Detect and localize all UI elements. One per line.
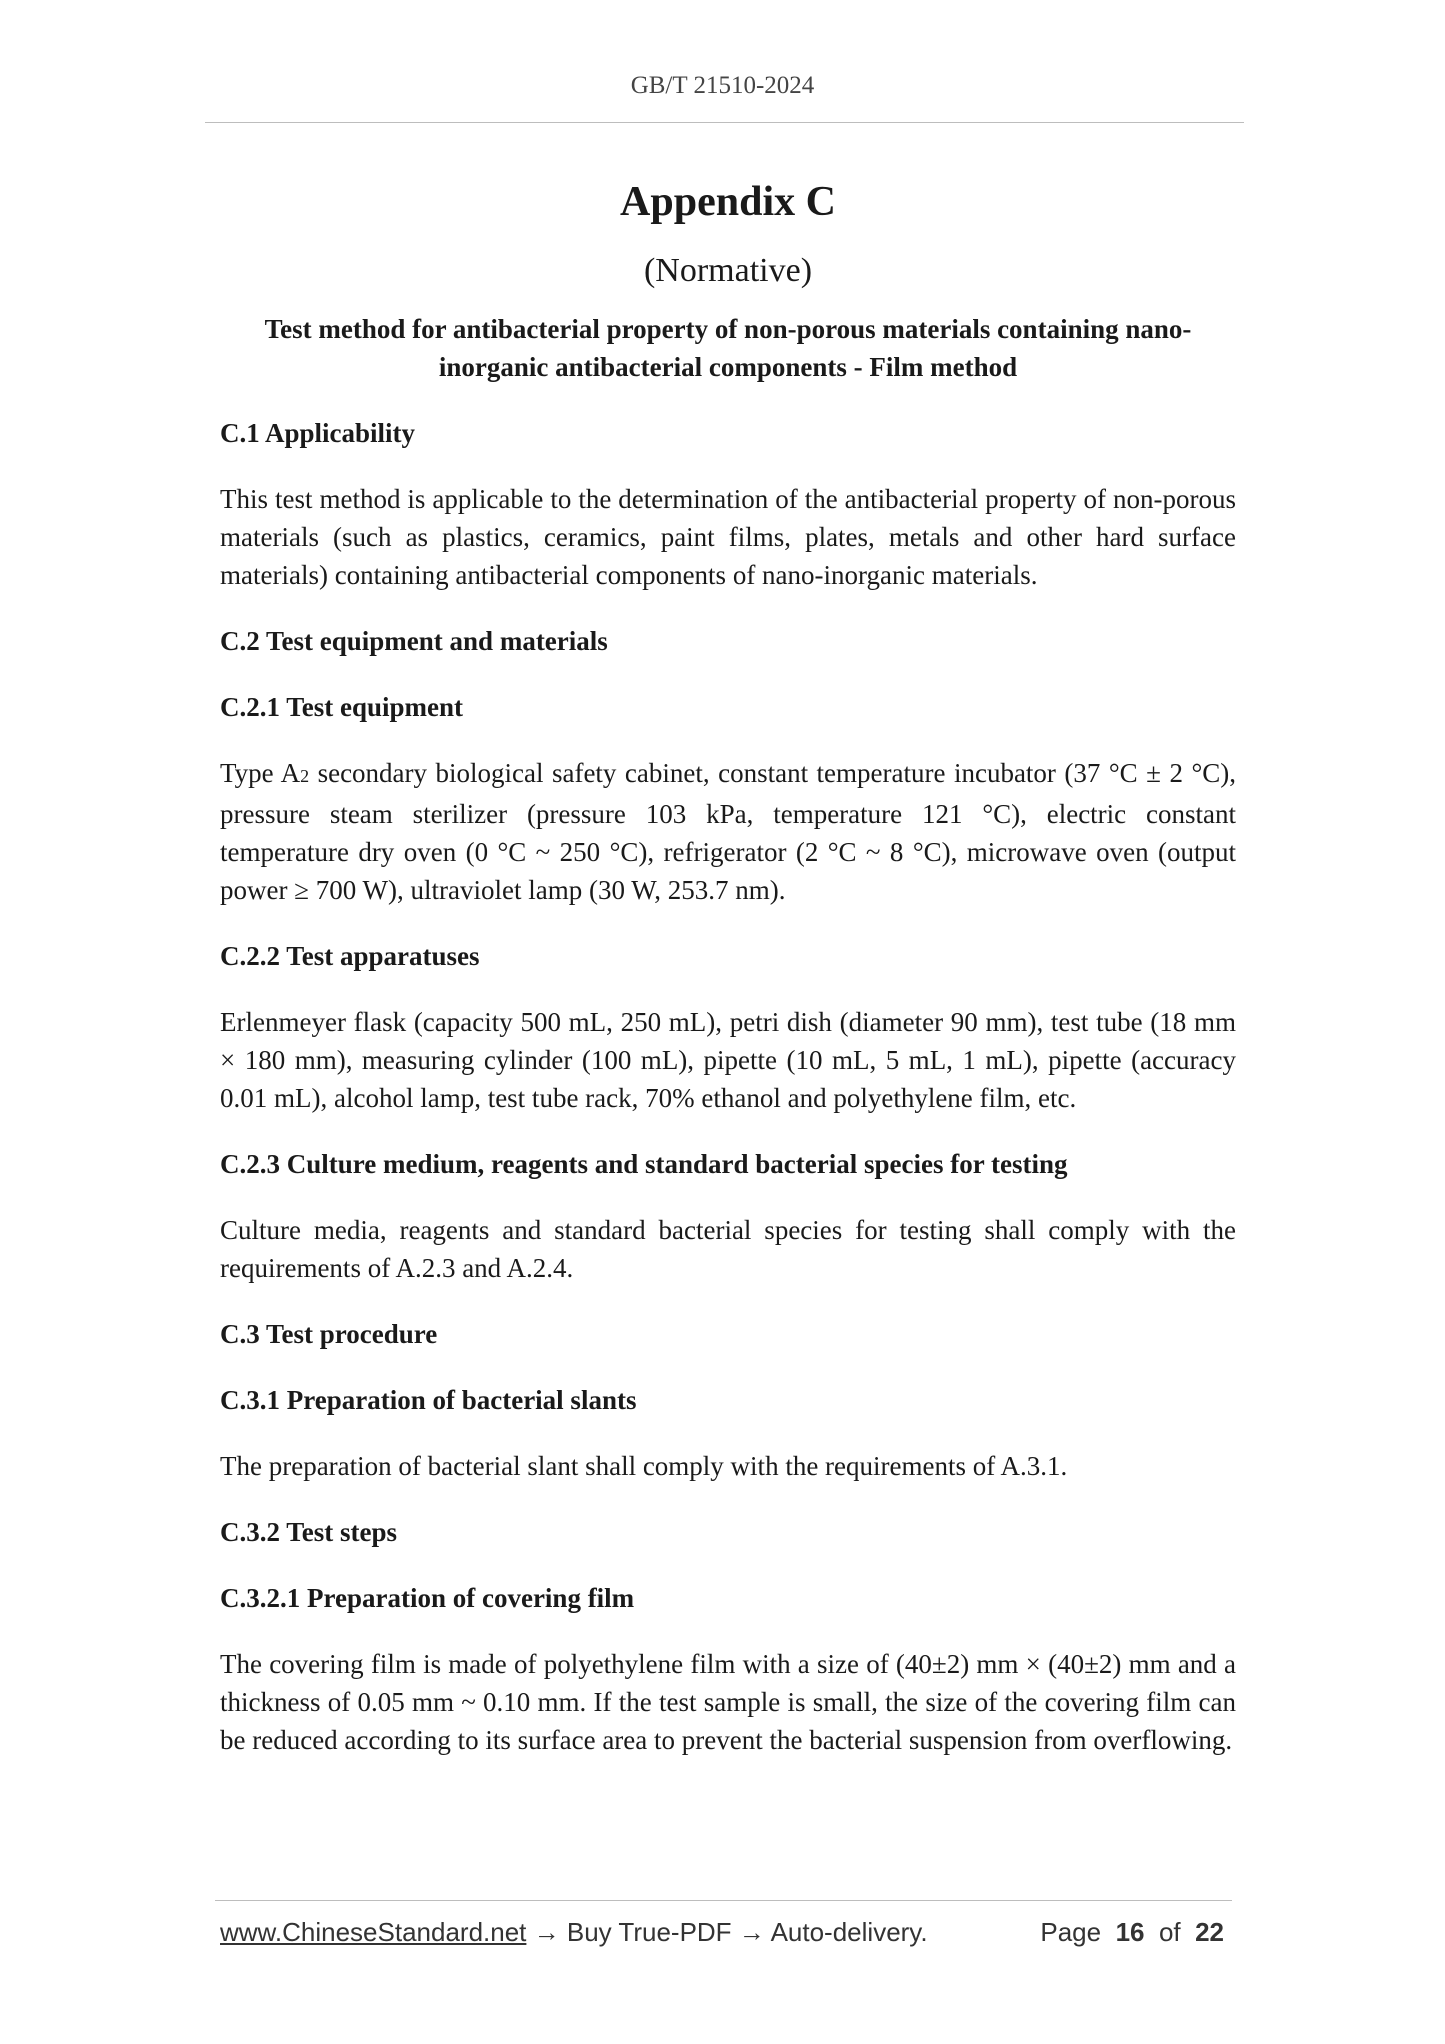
page-content: [220, 162, 1236, 1759]
method-title-line-1: Test method for antibacterial property of non-porous materials containing nano-: [264, 314, 1192, 344]
method-title: [220, 310, 1236, 386]
section-text-c21: [220, 754, 1236, 909]
c21-text-body: secondary biological safety cabinet, constant temperature incubator (37 °C ± 2 °C), pressure steam sterilizer (pressure 103 kPa, temperature 121 °C), electric constant temperature dry oven (0 °C ~ 250 °C), refrigerator (2 °C ~ 8 °C), microwave oven (output power ≥ 700 W), ultraviolet lamp (30 W, 253.7 nm).: [220, 758, 1236, 905]
section-text-c321: The covering film is made of polyethylene film with a size of (40±2) mm × (40±2) mm and a thickness of 0.05 mm ~ 0.10 mm. If the test sample is small, the size of the covering film can be reduced according to its surface area to prevent the bacterial suspension from overflowing.: [220, 1649, 1236, 1755]
section-text-c1: This test method is applicable to the determination of the antibacterial property of non-porous materials (such as plastics, ceramics, paint films, plates, metals and other hard surface materials) containing antibacterial components of nano-inorganic materials.: [220, 484, 1236, 590]
section-heading-c31: C.3.1 Preparation of bacterial slants: [220, 1385, 637, 1415]
page-of: of: [1158, 1917, 1181, 1947]
c21-text-prefix: Type A: [220, 758, 301, 788]
section-heading-c2: C.2 Test equipment and materials: [220, 626, 608, 656]
header-divider: [205, 122, 1244, 123]
section-heading-c22: C.2.2 Test apparatuses: [220, 941, 480, 971]
section-heading-c321: C.3.2.1 Preparation of covering film: [220, 1583, 635, 1613]
section-text-c22: Erlenmeyer flask (capacity 500 mL, 250 mL), petri dish (diameter 90 mm), test tube (18 mm × 180 mm), measuring cylinder (100 mL), pipette (10 mL, 5 mL, 1 mL), pipette (accuracy 0.01 mL), alcohol lamp, test tube rack, 70% ethanol and polyethylene film, etc.: [220, 1007, 1236, 1113]
page-footer: [220, 1917, 1232, 1948]
section-heading-c1: C.1 Applicability: [220, 418, 416, 448]
website-link[interactable]: www.ChineseStandard.net: [220, 1917, 527, 1947]
header-doc-code: GB/T 21510-2024: [630, 72, 815, 99]
c21-subscript: 2: [300, 766, 310, 786]
section-text-c23: Culture media, reagents and standard bacterial species for testing shall comply with the requirements of A.2.3 and A.2.4.: [220, 1215, 1236, 1283]
footer-divider: [215, 1900, 1232, 1901]
section-heading-c23: C.2.3 Culture medium, reagents and standard bacterial species for testing: [220, 1149, 1068, 1179]
page-word: Page: [1040, 1917, 1102, 1947]
appendix-title: Appendix C: [620, 179, 836, 225]
appendix-type: (Normative): [643, 252, 813, 289]
page-indicator: [1040, 1917, 1224, 1948]
section-heading-c21: C.2.1 Test equipment: [220, 692, 464, 722]
footer-tagline: → Buy True-PDF → Auto-delivery.: [526, 1917, 928, 1947]
section-heading-c32: C.3.2 Test steps: [220, 1517, 398, 1547]
page-total: 22: [1195, 1917, 1224, 1947]
page-current: 16: [1115, 1917, 1145, 1947]
section-heading-c3: C.3 Test procedure: [220, 1319, 438, 1349]
section-text-c31: The preparation of bacterial slant shall comply with the requirements of A.3.1.: [220, 1451, 1068, 1481]
method-title-line-2: inorganic antibacterial components - Film method: [438, 352, 1018, 382]
